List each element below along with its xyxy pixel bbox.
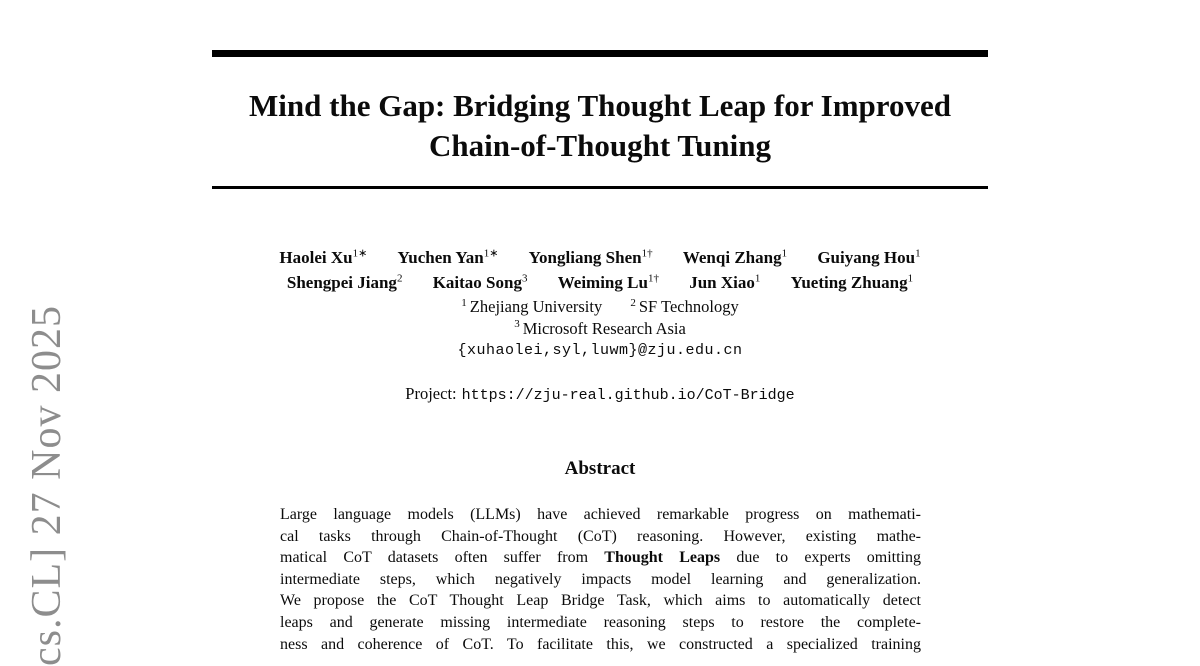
- author-superscript: 1†: [641, 247, 653, 260]
- affiliation-superscript: 3: [514, 318, 520, 330]
- author-name: Haolei Xu: [279, 248, 353, 267]
- author: [791, 273, 914, 292]
- author-name: Kaitao Song: [432, 273, 522, 292]
- abstract-line-text: due to experts omitting: [720, 549, 921, 567]
- affiliation: [514, 319, 686, 338]
- project-url-link[interactable]: https://zju-real.github.io/CoT-Bridge: [461, 387, 795, 404]
- author: [689, 273, 760, 292]
- affiliation: [630, 297, 738, 316]
- author-superscript: 1∗: [483, 247, 499, 260]
- title-rule-bottom: [212, 186, 988, 189]
- author: [433, 273, 528, 292]
- abstract-line: We propose the CoT Thought Leap Bridge Task, which aims to automatically detect: [280, 592, 921, 610]
- abstract-line: [280, 547, 921, 569]
- abstract-line: intermediate steps, which negatively impacts model learning and generalization.: [280, 570, 921, 588]
- affiliation-row-1: [0, 296, 1200, 318]
- author-block: [0, 245, 1200, 295]
- author-superscript: 1: [754, 272, 761, 285]
- affiliation-row-2: [0, 318, 1200, 340]
- author-name: Wenqi Zhang: [682, 248, 782, 267]
- author: [817, 248, 920, 267]
- affiliation-superscript: 2: [630, 296, 636, 309]
- author: [529, 248, 653, 267]
- author-name: Guiyang Hou: [817, 248, 916, 267]
- author-name: Yongliang Shen: [528, 248, 642, 267]
- affiliation-block: [0, 296, 1200, 362]
- arxiv-watermark: cs.CL] 27 Nov 2025: [24, 305, 70, 666]
- abstract-line: cal tasks through Chain-of-Thought (CoT) reasoning. However, existing mathe-: [280, 527, 921, 545]
- paper-title-line-1: Mind the Gap: Bridging Thought Leap for Improved: [249, 88, 951, 123]
- author-superscript: 1†: [647, 272, 659, 285]
- author-name: Jun Xiao: [689, 273, 755, 292]
- author: [683, 248, 787, 267]
- title-rule-top: [212, 50, 988, 57]
- affiliation: [461, 297, 602, 316]
- affiliation-name: SF Technology: [638, 297, 739, 316]
- author: [279, 248, 367, 267]
- abstract-line: ness and coherence of CoT. To facilitate this, we constructed a specialized training: [280, 635, 921, 653]
- author-superscript: 1: [915, 247, 921, 260]
- abstract-line-text: matical CoT datasets often suffer from: [280, 549, 605, 567]
- project-line: [0, 383, 1200, 407]
- author-name: Weiming Lu: [557, 273, 648, 292]
- abstract-body: [280, 504, 921, 655]
- author-superscript: 1: [781, 247, 788, 260]
- author-row-2: [0, 270, 1200, 295]
- author: [558, 273, 659, 292]
- author-superscript: 1: [907, 272, 914, 285]
- author-name: Shengpei Jiang: [286, 273, 397, 292]
- author-superscript: 2: [396, 272, 403, 285]
- author-superscript: 1∗: [352, 247, 368, 260]
- author-row-1: [0, 245, 1200, 270]
- author-name: Yueting Zhuang: [790, 273, 908, 292]
- project-label: Project:: [405, 384, 457, 403]
- affiliation-name: Zhejiang University: [469, 297, 603, 316]
- abstract-line: leaps and generate missing intermediate reasoning steps to restore the complete-: [280, 613, 921, 631]
- paper-title-line-2: Chain-of-Thought Tuning: [428, 128, 772, 163]
- affiliation-superscript: 1: [461, 296, 467, 309]
- abstract-bold-phrase: Thought Leaps: [604, 549, 721, 567]
- author: [398, 248, 499, 267]
- affiliation-name: Microsoft Research Asia: [522, 318, 686, 338]
- abstract-line: Large language models (LLMs) have achieved remarkable progress on mathemati-: [280, 506, 921, 523]
- paper-title: [0, 86, 1200, 166]
- abstract-heading: Abstract: [564, 458, 636, 479]
- author-superscript: 3: [521, 272, 528, 285]
- contact-email: {xuhaolei,syl,luwm}@zju.edu.cn: [457, 342, 743, 359]
- author-name: Yuchen Yan: [397, 248, 484, 267]
- author: [287, 273, 403, 292]
